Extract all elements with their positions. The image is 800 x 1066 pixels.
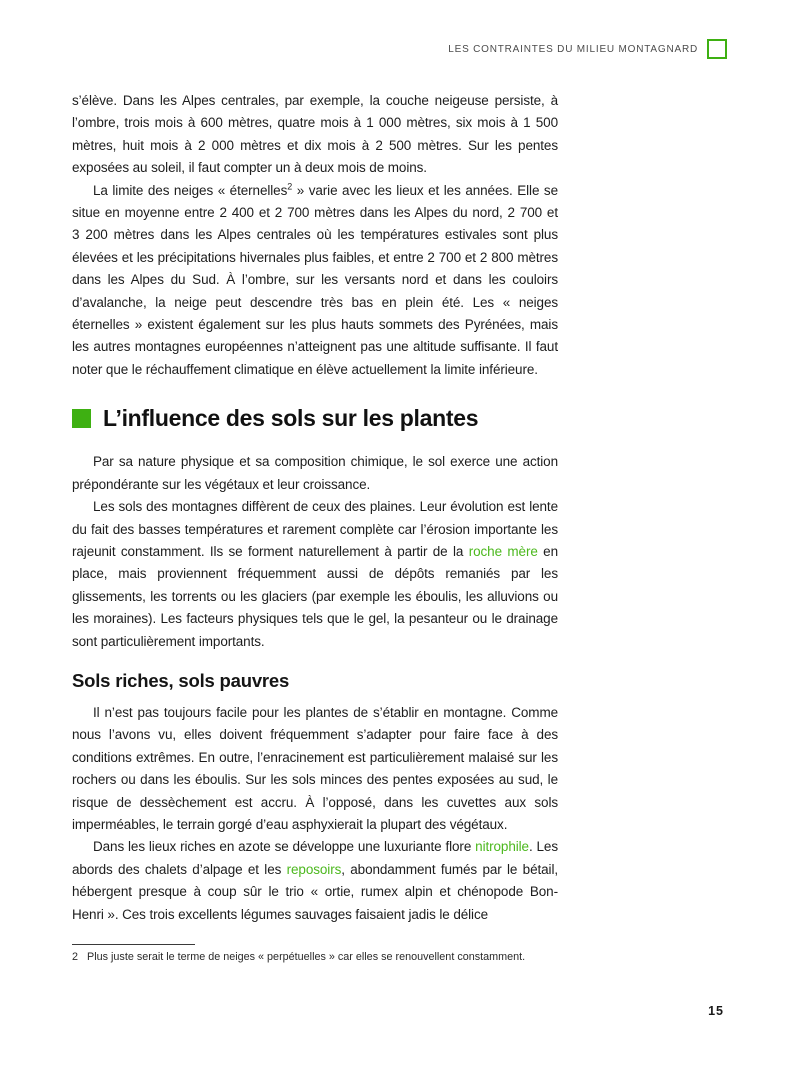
paragraph-text: . Les abords des chalets d’alpage et les [72,839,558,877]
footnote-block [72,944,558,965]
footnote-reference[interactable]: 2 [287,181,293,192]
paragraph-soil-action: Par sa nature physique et sa composition chimique, le sol exerce une action prépondérante sur les végétaux et leur croissance. [72,454,558,492]
glossary-link-reposoirs[interactable]: reposoirs [286,861,342,877]
text-column [72,90,558,926]
glossary-link-roche-mere[interactable]: roche mère [468,543,538,559]
running-header [448,39,727,59]
paragraph-mountain-soils [72,496,558,653]
paragraph-plant-establishment: Il n’est pas toujours facile pour les plantes de s’établir en montagne. Comme nous l’avons vu, elles doivent fréquemment s’adapter pour faire face à des conditions extrêmes. En outre, l’enracinement est particulièrement malaisé sur les rochers ou dans les éboulis. Sur les sols minces des pentes exposées au sud, le risque de dessèchement est accru. À l’opposé, dans les cuvettes aux sols imperméables, le terrain gorgé d’eau asphyxierait la plupart des végétaux. [72,704,558,832]
paragraph-text: Les sols des montagnes diffèrent de ceux des plaines. Leur évolution est lente du fait des basses températures et rarement complète car l’érosion importante les rajeunit constamment. Ils se forment naturellement à partir de la [72,499,558,559]
paragraph-text: » varie avec les lieux et les années. Elle se situe en moyenne entre 2 400 et 2 700 mètres dans les Alpes du nord, 2 700 et 3 200 mètres dans les Alpes centrales où les températures estivales sont plus élevées et les précipitations hivernales plus faibles, et entre 2 700 et 2 800 mètres dans les Alpes du Sud. À l’ombre, sur les versants nord et dans les couloirs d’avalanche, la neige peut descendre très bas en plein été. Les « neiges éternelles » existent également sur les plus hauts sommets des Pyrénées, mais les autres montagnes européennes n’atteignent pas une altitude suffisante. Il faut noter que le réchauffement climatique en élève actuellement la limite inférieure. [72,182,558,377]
paragraph-text: La limite des neiges « éternelles [93,182,288,198]
paragraph-snow-line [72,180,558,382]
section-heading-text: L’influence des sols sur les plantes [103,405,479,432]
chapter-square-outline-icon [707,39,727,59]
glossary-link-nitrophile[interactable]: nitrophile [475,839,529,855]
page-number: 15 [708,1004,724,1018]
subsection-heading: Sols riches, sols pauvres [72,669,290,691]
paragraph-snow-duration: s’élève. Dans les Alpes centrales, par exemple, la couche neigeuse persiste, à l’ombre, trois mois à 600 mètres, quatre mois à 1 000 mètres, six mois à 1 500 mètres, huit mois à 2 000 mètres et dix mois à 2 500 mètres. Sur les pentes exposées au soleil, il faut compter un à deux mois de moins. [72,93,558,176]
paragraph-text: Dans les lieux riches en azote se développe une luxuriante flore [93,839,476,855]
footnote-divider [72,944,195,945]
footnote-text: Plus juste serait le terme de neiges « perpétuelles » car elles se renouvellent constamment. [87,951,526,963]
paragraph-text: , abondamment fumés par le bétail, hébergent presque à coup sûr le trio « ortie, rumex alpin et chénopode Bon-Henri ». Ces trois excellents légumes sauvages faisaient jadis le délice [72,861,558,922]
paragraph-text: en place, mais proviennent fréquemment aussi de dépôts remaniés par les glissements, les torrents ou les glaciers (par exemple les éboulis, les alluvions ou les moraines). Les facteurs physiques tels que le gel, la pesanteur ou le drainage sont particulièrement importants. [72,543,558,649]
footnote [72,950,558,965]
section-heading [72,403,558,433]
paragraph-nitrogen-flora [72,836,558,926]
footnote-number: 2 [72,951,79,963]
section-bullet-square-icon [72,409,91,428]
running-header-title: LES CONTRAINTES DU MILIEU MONTAGNARD [448,43,698,55]
